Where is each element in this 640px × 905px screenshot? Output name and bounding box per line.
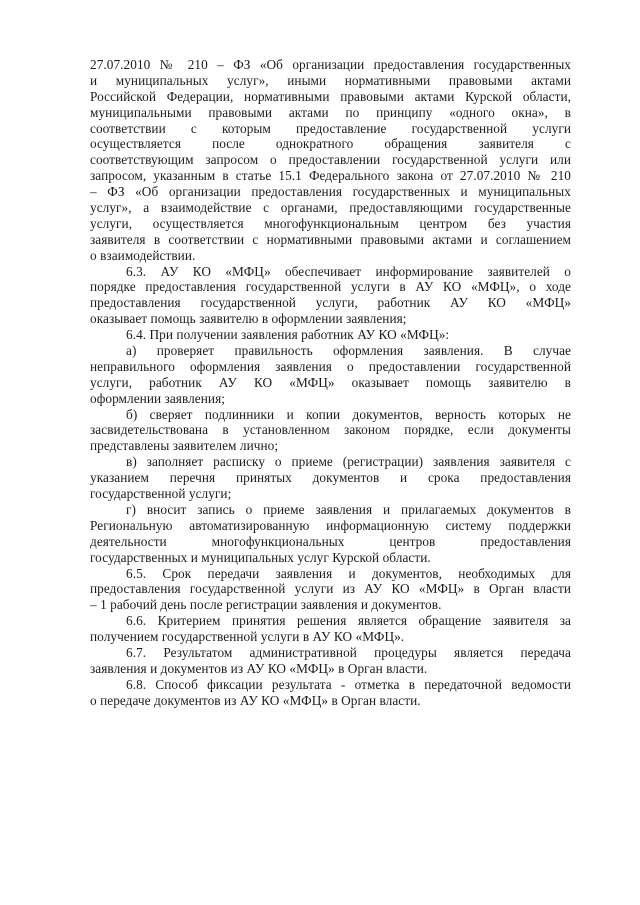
- text-line: 6.7. Результатом административной процедуры является передача: [126, 644, 571, 660]
- text-line: Региональную автоматизированную информационную систему поддержки: [90, 517, 571, 533]
- text-line: соответствии с которым предоставление государственной услуги: [90, 120, 571, 136]
- text-line: указанием перечня принятых документов и срока предоставления: [90, 470, 571, 486]
- text-line: о передаче документов из АУ КО «МФЦ» в Орган власти.: [90, 692, 421, 708]
- text-line: Российской Федерации, нормативными правовыми актами Курской области,: [90, 88, 571, 104]
- text-line: представлены заявителем лично;: [90, 438, 279, 454]
- document-text-block: [90, 57, 571, 709]
- text-line: а) проверяет правильность оформления заявления. В случае: [126, 343, 571, 359]
- text-line: 6.3. АУ КО «МФЦ» обеспечивает информирование заявителей о: [126, 263, 571, 279]
- text-line: заявления и документов из АУ КО «МФЦ» в Орган власти.: [90, 660, 428, 676]
- text-line: предоставления государственной услуги из АУ КО «МФЦ» в Орган власти: [90, 581, 571, 597]
- text-line: 6.8. Способ фиксации результата - отметка в передаточной ведомости: [126, 676, 571, 692]
- text-line: засвидетельствована в установленном законом порядке, если документы: [90, 422, 571, 438]
- text-line: услуги, осуществляется многофункциональным центром без участия: [90, 215, 571, 231]
- text-line: запросом, указанным в статье 15.1 Федерального закона от 27.07.2010 № 210: [90, 168, 571, 184]
- text-line: 6.4. При получении заявления работник АУ КО «МФЦ»:: [126, 327, 450, 343]
- text-line: 6.5. Срок передачи заявления и документов, необходимых для: [126, 565, 571, 581]
- text-line: осуществляется после однократного обращения заявителя с: [90, 136, 571, 152]
- text-line: неправильного оформления заявления о предоставлении государственной: [90, 358, 571, 374]
- text-line: предоставления государственной услуги, работник АУ КО «МФЦ»: [90, 295, 571, 311]
- text-line: услуги, работник АУ КО «МФЦ» оказывает помощь заявителю в: [90, 374, 571, 390]
- text-line: заявителя в соответствии с нормативными правовыми актами и соглашением: [90, 231, 571, 247]
- text-line: б) сверяет подлинники и копии документов, верность которых не: [126, 406, 571, 422]
- text-line: в) заполняет расписку о приеме (регистрации) заявления заявителя с: [126, 454, 571, 470]
- text-line: о взаимодействии.: [90, 247, 196, 263]
- text-line: услуг», а взаимодействие с органами, предоставляющими государственные: [90, 200, 571, 216]
- text-line: г) вносит запись о приеме заявления и прилагаемых документов в: [126, 501, 571, 517]
- text-line: 27.07.2010 № 210 – ФЗ «Об организации предоставления государственных: [90, 57, 571, 72]
- text-line: получением государственной услуги в АУ КО «МФЦ».: [90, 629, 405, 645]
- text-line: государственной услуги;: [90, 486, 232, 502]
- text-line: 6.6. Критерием принятия решения является обращение заявителя за: [126, 613, 571, 629]
- text-line: соответствующим запросом о предоставлении государственной услуги или: [90, 152, 571, 168]
- text-line: – ФЗ «Об организации предоставления государственных и муниципальных: [90, 184, 571, 200]
- text-line: оказывает помощь заявителю в оформлении заявления;: [90, 311, 407, 327]
- text-line: муниципальными правовыми актами по принципу «одного окна», в: [90, 104, 571, 120]
- text-line: государственных и муниципальных услуг Курской области.: [90, 549, 431, 565]
- text-line: – 1 рабочий день после регистрации заявления и документов.: [90, 597, 442, 613]
- text-line: и муниципальных услуг», иными нормативными правовыми актами: [90, 72, 571, 88]
- text-line: оформлении заявления;: [90, 390, 225, 406]
- text-line: порядке предоставления государственной услуги в АУ КО «МФЦ», о ходе: [90, 279, 571, 295]
- text-line: деятельности многофункциональных центров предоставления: [90, 533, 571, 549]
